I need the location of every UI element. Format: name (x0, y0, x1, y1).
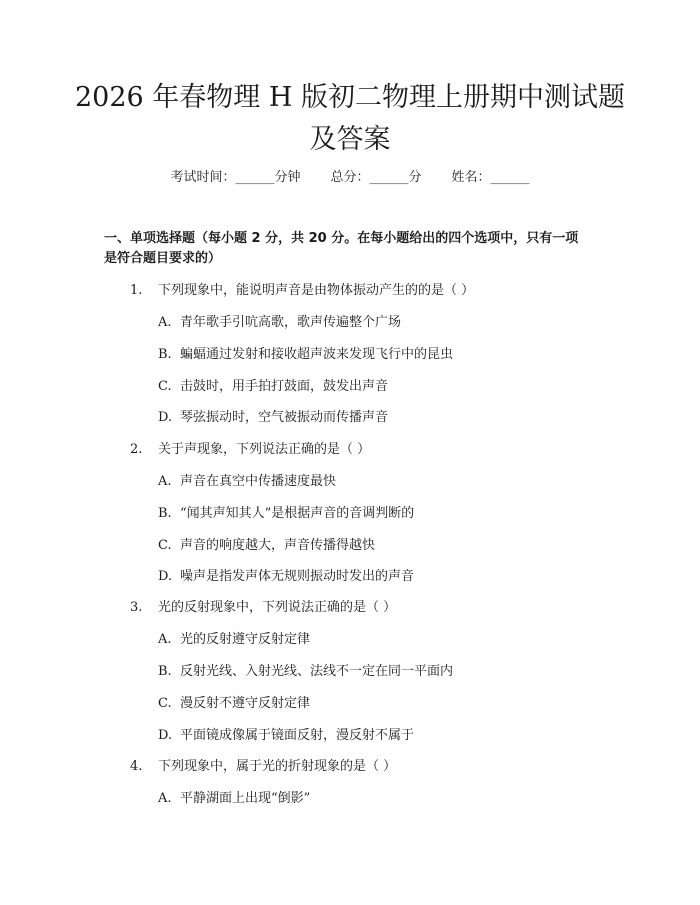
option-text: 声音在真空中传播速度最快 (180, 474, 337, 489)
question-3-option-d (158, 726, 414, 746)
question-number: 3. (130, 600, 143, 615)
question-1-option-c (158, 377, 388, 397)
question-text: 下列现象中，属于光的折射现象的是（ ） (158, 759, 397, 774)
option-text: “闻其声知其人”是根据声音的音调判断的 (180, 506, 415, 521)
question-2 (130, 440, 370, 460)
option-text: 蝙蝠通过发射和接收超声波来发现飞行中的昆虫 (180, 347, 454, 362)
option-text: 声音的响度越大，声音传播得越快 (180, 538, 376, 553)
question-2-option-a (158, 472, 336, 492)
option-letter: C. (158, 696, 172, 711)
document-title-line-1: 2026 年春物理 H 版初二物理上册期中测试题 (74, 82, 625, 113)
option-text: 琴弦振动时，空气被振动而传播声音 (180, 410, 389, 425)
question-text: 下列现象中，能说明声音是由物体振动产生的的是（ ） (158, 283, 475, 298)
option-text: 平面镜成像属于镜面反射，漫反射不属于 (180, 728, 415, 743)
question-3-option-c (158, 694, 310, 714)
option-letter: A. (158, 474, 172, 489)
option-letter: D. (158, 569, 173, 584)
option-text: 噪声是指发声体无规则振动时发出的声音 (180, 569, 415, 584)
total-score-field: 总分：______分 (330, 170, 422, 185)
document-title-line-2: 及答案 (309, 124, 391, 155)
question-1 (130, 281, 474, 301)
question-number: 1. (130, 283, 143, 298)
option-letter: C. (158, 538, 172, 553)
question-number: 4. (130, 759, 143, 774)
question-2-option-c (158, 536, 375, 556)
option-letter: A. (158, 632, 172, 647)
option-text: 漫反射不遵守反射定律 (180, 696, 311, 711)
question-3-option-b (158, 662, 453, 682)
option-letter: D. (158, 728, 173, 743)
question-2-option-b (158, 504, 414, 524)
section-heading-line-1: 一、单项选择题（每小题 2 分，共 20 分。在每小题给出的四个选项中，只有一项 (104, 231, 579, 246)
question-1-option-b (158, 345, 453, 365)
question-3 (130, 598, 396, 618)
option-text: 反射光线、入射光线、法线不一定在同一平面内 (180, 664, 454, 679)
question-number: 2. (130, 442, 143, 457)
question-2-option-d (158, 567, 414, 587)
section-heading-line-2: 是符合题目要求的） (104, 251, 222, 266)
exam-info-line (0, 168, 700, 188)
option-text: 平静湖面上出现“倒影” (180, 791, 311, 806)
option-letter: A. (158, 791, 172, 806)
option-letter: B. (158, 506, 172, 521)
question-text: 关于声现象，下列说法正确的是（ ） (158, 442, 371, 457)
question-1-option-a (158, 313, 401, 333)
option-letter: B. (158, 664, 172, 679)
option-text: 光的反射遵守反射定律 (180, 632, 311, 647)
question-3-option-a (158, 630, 310, 650)
question-text: 光的反射现象中，下列说法正确的是（ ） (158, 600, 397, 615)
question-4-option-a (158, 789, 310, 809)
option-letter: B. (158, 347, 172, 362)
option-text: 击鼓时，用手拍打鼓面，鼓发出声音 (180, 379, 389, 394)
question-1-option-d (158, 408, 388, 428)
option-text: 青年歌手引吭高歌，歌声传遍整个广场 (180, 315, 402, 330)
exam-time-field: 考试时间：______分钟 (170, 170, 301, 185)
option-letter: D. (158, 410, 173, 425)
option-letter: A. (158, 315, 172, 330)
student-name-field: 姓名：______ (451, 170, 530, 185)
option-letter: C. (158, 379, 172, 394)
question-4 (130, 757, 396, 777)
